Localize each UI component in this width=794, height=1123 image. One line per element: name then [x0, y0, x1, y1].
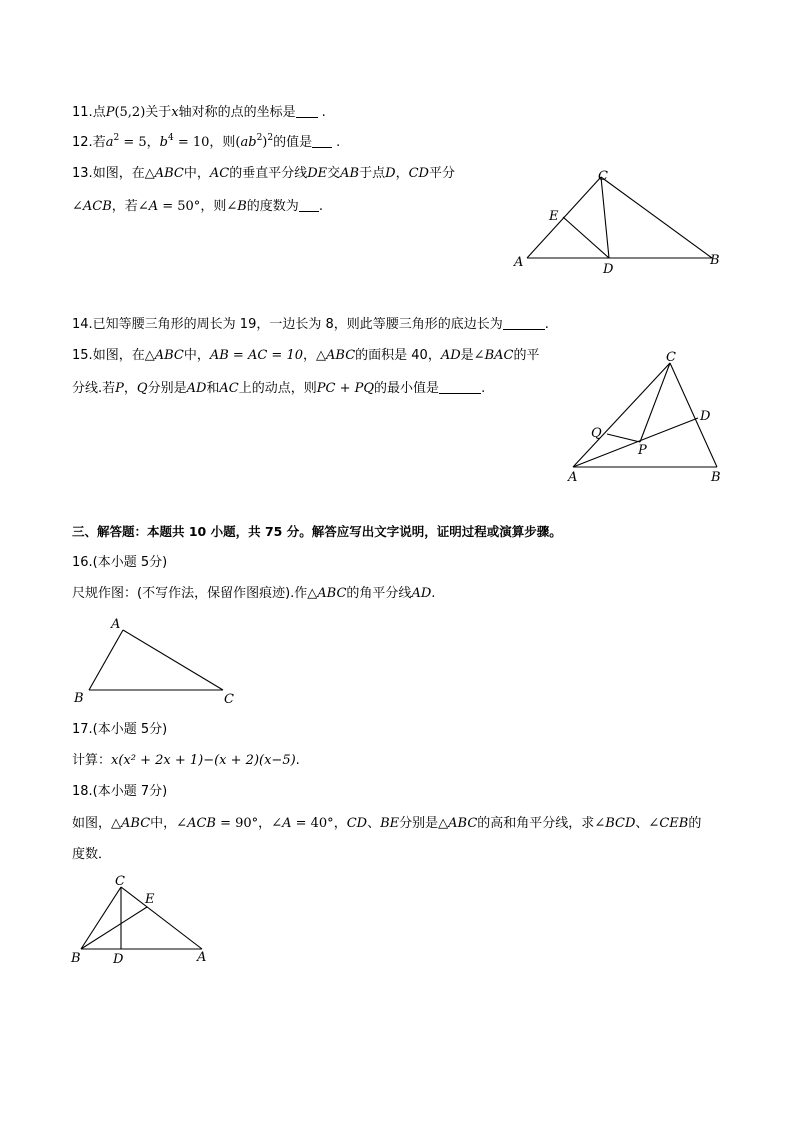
figure-q16	[70, 615, 250, 710]
question-11: 11.点P(5,2)关于x轴对称的点的坐标是 .	[72, 105, 326, 120]
question-14: 14.已知等腰三角形的周长为 19，一边长为 8，则此等腰三角形的底边长为 .	[72, 317, 549, 332]
segment-AC	[573, 363, 670, 467]
answer-blank	[439, 380, 481, 394]
label-A: A	[568, 470, 578, 485]
label-D: D	[700, 409, 711, 424]
label-B: B	[711, 470, 721, 485]
label-Q: Q	[591, 426, 602, 441]
question-18-line-1: 如图，△ABC中，∠ACB = 90°，∠A = 40°，CD、BE分别是△ABC的高和角平分线，求∠BCD、∠CEB的	[72, 816, 702, 831]
question-18-heading: 18.(本小题 7分)	[72, 784, 168, 799]
answer-blank	[503, 316, 545, 330]
question-13-line-2: ∠ACB，若∠A = 50°，则∠B的度数为 .	[72, 199, 323, 214]
label-P: P	[638, 443, 647, 458]
label-A: A	[197, 950, 207, 965]
question-13-line-1: 13.如图，在△ABC中，AC的垂直平分线DE交AB于点D，CD平分	[72, 166, 455, 181]
question-15-line-2: 分线.若P，Q分别是AD和AC上的动点，则PC + PQ的最小值是 .	[72, 381, 486, 396]
label-E: E	[145, 892, 155, 907]
segment-BE	[81, 907, 147, 949]
label-A: A	[514, 255, 524, 270]
segment-CB	[601, 177, 712, 258]
segment-CD	[601, 177, 609, 258]
answer-blank	[299, 198, 319, 212]
label-D: D	[603, 262, 614, 277]
figure-q15	[560, 348, 740, 488]
figure-q18	[65, 870, 225, 970]
question-15-line-1: 15.如图，在△ABC中，AB = AC = 10，△ABC的面积是 40，AD是∠BAC的平	[72, 348, 540, 363]
label-C: C	[224, 692, 234, 707]
segment-ED	[563, 217, 609, 258]
segment-BC	[81, 887, 121, 949]
segment-AC	[123, 630, 223, 690]
answer-blank	[312, 134, 332, 148]
label-D: D	[113, 952, 124, 967]
segment-QP	[607, 434, 640, 442]
label-C: C	[666, 350, 676, 365]
question-18-line-2: 度数．	[72, 847, 112, 862]
question-number: 11.	[72, 105, 93, 120]
label-B: B	[71, 951, 81, 966]
label-E: E	[549, 209, 559, 224]
label-B: B	[74, 691, 84, 706]
question-17-heading: 17.(本小题 5分)	[72, 722, 168, 737]
label-C: C	[598, 169, 608, 184]
question-12: 12.若$a^2 = 5$，$b^4 = 10$，则$(ab^2)^2$的值是 .	[72, 133, 341, 150]
label-C: C	[115, 874, 125, 889]
section-3-heading: 三、解答题：本题共 10 小题，共 75 分。解答应写出文字说明，证明过程或演算步骤。	[72, 524, 562, 539]
question-16-heading: 16.(本小题 5分)	[72, 555, 168, 570]
figure-q13	[500, 160, 730, 280]
segment-BA	[89, 630, 123, 690]
question-16-text: 尺规作图：(不写作法，保留作图痕迹).作△ABC的角平分线AD.	[72, 586, 436, 601]
segment-CA	[121, 887, 202, 949]
question-17-text: 计算：x(x² + 2x + 1)−(x + 2)(x−5).	[72, 753, 300, 768]
answer-blank	[296, 104, 318, 118]
label-B: B	[710, 253, 720, 268]
label-A: A	[111, 617, 121, 632]
